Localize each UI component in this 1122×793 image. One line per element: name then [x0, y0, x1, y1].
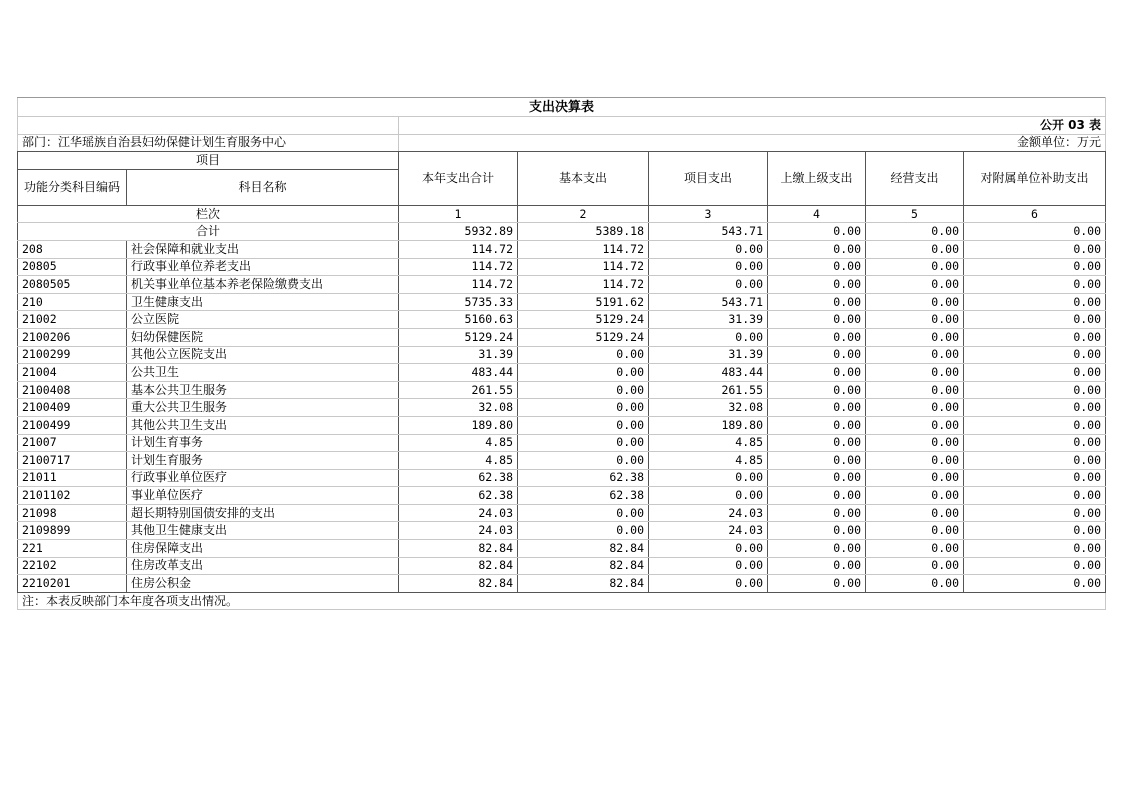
header-total: 本年支出合计: [399, 152, 518, 206]
row-value: 62.38: [399, 469, 518, 487]
row-value: 261.55: [649, 381, 768, 399]
table-row: [18, 240, 1106, 258]
row-value: 0.00: [964, 240, 1106, 258]
row-value: 0.00: [518, 399, 649, 417]
row-value: 0.00: [964, 522, 1106, 540]
sequence-cell: 2: [518, 205, 649, 223]
row-value: 5129.24: [399, 328, 518, 346]
row-value: 0.00: [964, 557, 1106, 575]
expenditure-table: [17, 97, 1106, 610]
row-value: 483.44: [649, 364, 768, 382]
table-row: [18, 557, 1106, 575]
row-value: 0.00: [768, 399, 866, 417]
total-value: 0.00: [866, 223, 964, 241]
row-name: 基本公共卫生服务: [127, 381, 399, 399]
row-value: 31.39: [399, 346, 518, 364]
row-value: 0.00: [768, 522, 866, 540]
row-name: 住房保障支出: [127, 540, 399, 558]
row-value: 0.00: [964, 399, 1106, 417]
row-value: 24.03: [649, 504, 768, 522]
row-value: 0.00: [649, 469, 768, 487]
row-value: 0.00: [768, 434, 866, 452]
table-row: [18, 416, 1106, 434]
header-business: 经营支出: [866, 152, 964, 206]
row-value: 0.00: [866, 328, 964, 346]
row-value: 0.00: [866, 557, 964, 575]
sequence-row: [18, 205, 1106, 223]
row-name: 社会保障和就业支出: [127, 240, 399, 258]
row-value: 0.00: [518, 381, 649, 399]
row-value: 0.00: [964, 504, 1106, 522]
table-row: [18, 540, 1106, 558]
row-value: 0.00: [866, 469, 964, 487]
row-name: 公共卫生: [127, 364, 399, 382]
row-value: 0.00: [768, 452, 866, 470]
row-value: 189.80: [399, 416, 518, 434]
row-value: 4.85: [399, 452, 518, 470]
row-value: 0.00: [866, 540, 964, 558]
row-value: 189.80: [649, 416, 768, 434]
row-value: 114.72: [399, 240, 518, 258]
row-value: 0.00: [866, 522, 964, 540]
sequence-cell: 6: [964, 205, 1106, 223]
row-value: 0.00: [964, 487, 1106, 505]
table-row: [18, 276, 1106, 294]
row-value: 0.00: [768, 258, 866, 276]
row-value: 0.00: [964, 364, 1106, 382]
row-code: 2100408: [18, 381, 127, 399]
row-name: 重大公共卫生服务: [127, 399, 399, 417]
row-value: 5129.24: [518, 328, 649, 346]
row-name: 行政事业单位养老支出: [127, 258, 399, 276]
row-value: 0.00: [866, 311, 964, 329]
row-value: 0.00: [518, 452, 649, 470]
row-code: 2100717: [18, 452, 127, 470]
row-value: 32.08: [399, 399, 518, 417]
row-value: 0.00: [866, 487, 964, 505]
row-value: 0.00: [649, 557, 768, 575]
row-value: 0.00: [964, 469, 1106, 487]
table-row: [18, 293, 1106, 311]
row-value: 24.03: [399, 504, 518, 522]
table-note: 注：本表反映部门本年度各项支出情况。: [18, 592, 1106, 610]
total-value: 0.00: [964, 223, 1106, 241]
row-value: 0.00: [866, 364, 964, 382]
row-value: 0.00: [964, 452, 1106, 470]
row-code: 20805: [18, 258, 127, 276]
row-value: 0.00: [768, 293, 866, 311]
row-value: 0.00: [768, 416, 866, 434]
row-value: 0.00: [964, 575, 1106, 593]
row-code: 2100499: [18, 416, 127, 434]
sequence-cell: 1: [399, 205, 518, 223]
table-row: [18, 328, 1106, 346]
unit-label: 金额单位：万元: [399, 134, 1106, 152]
row-value: 62.38: [399, 487, 518, 505]
row-value: 483.44: [399, 364, 518, 382]
table-row: [18, 364, 1106, 382]
row-value: 0.00: [518, 522, 649, 540]
row-code: 2109899: [18, 522, 127, 540]
row-value: 0.00: [649, 540, 768, 558]
sequence-cell: 4: [768, 205, 866, 223]
row-value: 0.00: [866, 381, 964, 399]
total-value: 5389.18: [518, 223, 649, 241]
row-code: 2210201: [18, 575, 127, 593]
row-value: 0.00: [768, 381, 866, 399]
row-code: 21098: [18, 504, 127, 522]
row-value: 0.00: [964, 328, 1106, 346]
row-value: 32.08: [649, 399, 768, 417]
table-row: [18, 258, 1106, 276]
row-value: 82.84: [399, 575, 518, 593]
row-value: 82.84: [518, 540, 649, 558]
row-value: 0.00: [768, 276, 866, 294]
row-value: 0.00: [768, 364, 866, 382]
table-row: [18, 311, 1106, 329]
data-rows: [18, 240, 1106, 592]
row-code: 2100299: [18, 346, 127, 364]
blank-cell: [18, 117, 399, 135]
row-name: 机关事业单位基本养老保险缴费支出: [127, 276, 399, 294]
row-value: 0.00: [768, 557, 866, 575]
row-value: 31.39: [649, 311, 768, 329]
row-value: 0.00: [866, 452, 964, 470]
row-value: 82.84: [399, 557, 518, 575]
row-name: 卫生健康支出: [127, 293, 399, 311]
row-value: 4.85: [399, 434, 518, 452]
row-value: 0.00: [518, 416, 649, 434]
row-name: 事业单位医疗: [127, 487, 399, 505]
row-value: 0.00: [768, 575, 866, 593]
row-value: 114.72: [399, 258, 518, 276]
row-name: 超长期特别国债安排的支出: [127, 504, 399, 522]
row-value: 0.00: [866, 434, 964, 452]
row-value: 0.00: [866, 504, 964, 522]
row-value: 0.00: [964, 311, 1106, 329]
row-value: 0.00: [964, 416, 1106, 434]
row-value: 62.38: [518, 487, 649, 505]
row-value: 0.00: [964, 434, 1106, 452]
header-item-group: 项目: [18, 152, 399, 170]
row-value: 0.00: [964, 276, 1106, 294]
total-row: [18, 223, 1106, 241]
row-value: 0.00: [866, 346, 964, 364]
row-value: 0.00: [518, 346, 649, 364]
row-code: 21002: [18, 311, 127, 329]
table-row: [18, 434, 1106, 452]
table-row: [18, 487, 1106, 505]
row-value: 5129.24: [518, 311, 649, 329]
row-value: 0.00: [866, 258, 964, 276]
table-row: [18, 522, 1106, 540]
row-value: 0.00: [649, 240, 768, 258]
row-value: 0.00: [768, 469, 866, 487]
row-value: 0.00: [866, 416, 964, 434]
row-value: 0.00: [866, 240, 964, 258]
row-code: 21011: [18, 469, 127, 487]
row-code: 2100409: [18, 399, 127, 417]
department-label: 部门：江华瑶族自治县妇幼保健计划生育服务中心: [18, 134, 399, 152]
row-value: 114.72: [518, 258, 649, 276]
header-upper: 上缴上级支出: [768, 152, 866, 206]
row-value: 0.00: [768, 504, 866, 522]
row-value: 82.84: [518, 557, 649, 575]
header-name: 科目名称: [127, 169, 399, 205]
header-code: 功能分类科目编码: [18, 169, 127, 205]
header-project: 项目支出: [649, 152, 768, 206]
row-code: 210: [18, 293, 127, 311]
row-value: 0.00: [866, 293, 964, 311]
row-code: 21007: [18, 434, 127, 452]
table-row: [18, 399, 1106, 417]
row-value: 543.71: [649, 293, 768, 311]
row-value: 5191.62: [518, 293, 649, 311]
row-code: 21004: [18, 364, 127, 382]
row-name: 其他卫生健康支出: [127, 522, 399, 540]
header-basic: 基本支出: [518, 152, 649, 206]
table-row: [18, 575, 1106, 593]
row-code: 2100206: [18, 328, 127, 346]
row-value: 0.00: [518, 364, 649, 382]
row-code: 208: [18, 240, 127, 258]
table-row: [18, 452, 1106, 470]
row-value: 0.00: [649, 276, 768, 294]
row-value: 0.00: [649, 487, 768, 505]
total-label: 合计: [18, 223, 399, 241]
row-value: 0.00: [964, 540, 1106, 558]
row-name: 住房公积金: [127, 575, 399, 593]
row-code: 22102: [18, 557, 127, 575]
row-value: 0.00: [649, 575, 768, 593]
table-row: [18, 504, 1106, 522]
row-name: 计划生育服务: [127, 452, 399, 470]
row-value: 5160.63: [399, 311, 518, 329]
row-value: 82.84: [399, 540, 518, 558]
row-value: 0.00: [964, 381, 1106, 399]
sequence-cell: 3: [649, 205, 768, 223]
row-name: 计划生育事务: [127, 434, 399, 452]
table-row: [18, 381, 1106, 399]
row-code: 2080505: [18, 276, 127, 294]
form-code: 公开 03 表: [399, 117, 1106, 135]
row-value: 0.00: [866, 276, 964, 294]
row-value: 0.00: [649, 328, 768, 346]
row-value: 31.39: [649, 346, 768, 364]
row-code: 221: [18, 540, 127, 558]
row-value: 0.00: [964, 258, 1106, 276]
row-name: 妇幼保健医院: [127, 328, 399, 346]
row-value: 0.00: [866, 399, 964, 417]
total-value: 543.71: [649, 223, 768, 241]
row-value: 62.38: [518, 469, 649, 487]
table-row: [18, 469, 1106, 487]
row-value: 24.03: [649, 522, 768, 540]
row-name: 公立医院: [127, 311, 399, 329]
total-value: 0.00: [768, 223, 866, 241]
total-value: 5932.89: [399, 223, 518, 241]
row-value: 0.00: [964, 293, 1106, 311]
row-value: 0.00: [964, 346, 1106, 364]
row-value: 114.72: [399, 276, 518, 294]
row-name: 其他公共卫生支出: [127, 416, 399, 434]
row-value: 0.00: [768, 346, 866, 364]
header-subsidy: 对附属单位补助支出: [964, 152, 1106, 206]
row-value: 0.00: [649, 258, 768, 276]
row-value: 5735.33: [399, 293, 518, 311]
sequence-cell: 5: [866, 205, 964, 223]
row-value: 0.00: [768, 328, 866, 346]
row-value: 0.00: [768, 540, 866, 558]
row-value: 114.72: [518, 240, 649, 258]
table-row: [18, 346, 1106, 364]
table-title: 支出决算表: [18, 98, 1106, 117]
row-value: 0.00: [866, 575, 964, 593]
row-value: 82.84: [518, 575, 649, 593]
row-value: 0.00: [768, 487, 866, 505]
row-value: 114.72: [518, 276, 649, 294]
row-name: 其他公立医院支出: [127, 346, 399, 364]
row-value: 4.85: [649, 452, 768, 470]
row-value: 24.03: [399, 522, 518, 540]
row-code: 2101102: [18, 487, 127, 505]
sequence-label: 栏次: [18, 205, 399, 223]
row-value: 0.00: [518, 504, 649, 522]
row-value: 0.00: [518, 434, 649, 452]
row-value: 0.00: [768, 311, 866, 329]
row-value: 261.55: [399, 381, 518, 399]
row-value: 4.85: [649, 434, 768, 452]
row-value: 0.00: [768, 240, 866, 258]
row-name: 住房改革支出: [127, 557, 399, 575]
row-name: 行政事业单位医疗: [127, 469, 399, 487]
